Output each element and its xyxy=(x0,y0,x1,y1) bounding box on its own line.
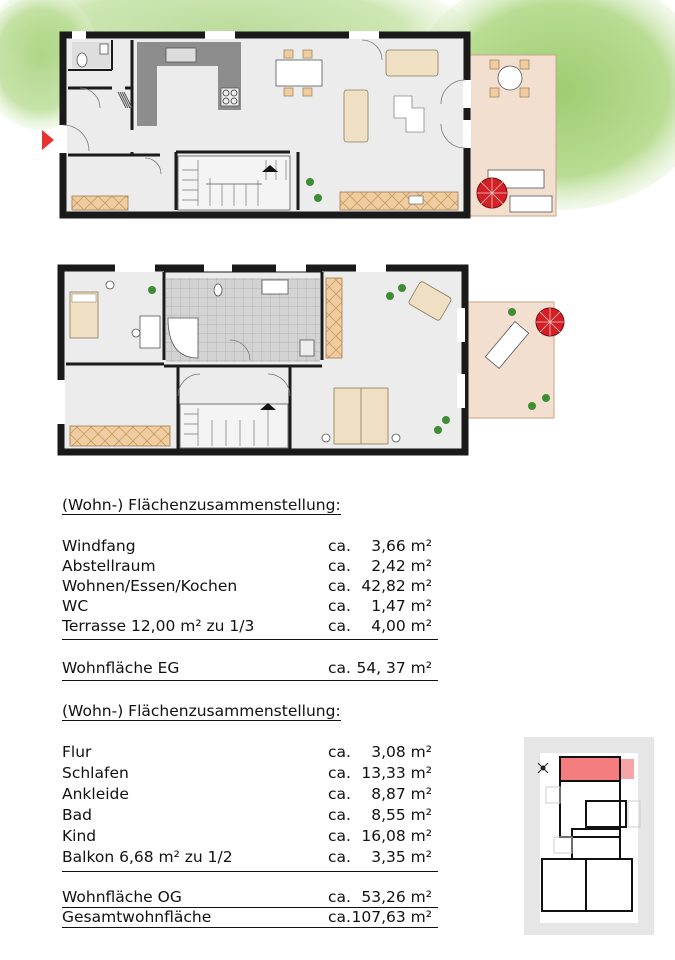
floor-plans xyxy=(0,0,675,470)
table-row: Bad ca. 8,55 m² xyxy=(62,806,432,824)
table-row: Flur ca. 3,08 m² xyxy=(62,743,432,761)
ground-floor-heading: (Wohn-) Flächenzusammenstellung: xyxy=(62,496,341,514)
upper-floor-heading: (Wohn-) Flächenzusammenstellung: xyxy=(62,702,341,720)
grand-total: Gesamtwohnfläche ca. 107,63 m² xyxy=(62,908,432,926)
divider xyxy=(62,871,438,872)
divider xyxy=(62,639,438,640)
entrance-arrow-icon xyxy=(42,130,54,150)
table-row: Ankleide ca. 8,87 m² xyxy=(62,785,432,803)
area-table xyxy=(62,494,438,934)
table-row: Balkon 6,68 m² zu 1/2 ca. 3,35 m² xyxy=(62,848,432,866)
divider xyxy=(62,680,438,681)
key-plan xyxy=(524,737,654,935)
upper-floor-plan xyxy=(57,264,564,455)
table-row: Windfang ca. 3,66 m² xyxy=(62,537,432,555)
table-row: Wohnen/Essen/Kochen ca. 42,82 m² xyxy=(62,577,432,595)
table-row: Schlafen ca. 13,33 m² xyxy=(62,764,432,782)
parasol-icon xyxy=(477,178,507,208)
ground-floor-total: Wohnfläche EG ca. 54, 37 m² xyxy=(62,659,432,677)
upper-floor-total: Wohnfläche OG ca. 53,26 m² xyxy=(62,888,432,906)
table-row: Abstellraum ca. 2,42 m² xyxy=(62,557,432,575)
divider xyxy=(62,927,438,928)
highlighted-unit xyxy=(560,757,620,781)
ground-floor-plan xyxy=(59,31,556,218)
table-row: WC ca. 1,47 m² xyxy=(62,597,432,615)
table-row: Kind ca. 16,08 m² xyxy=(62,827,432,845)
table-row: Terrasse 12,00 m² zu 1/3 ca. 4,00 m² xyxy=(62,617,432,635)
